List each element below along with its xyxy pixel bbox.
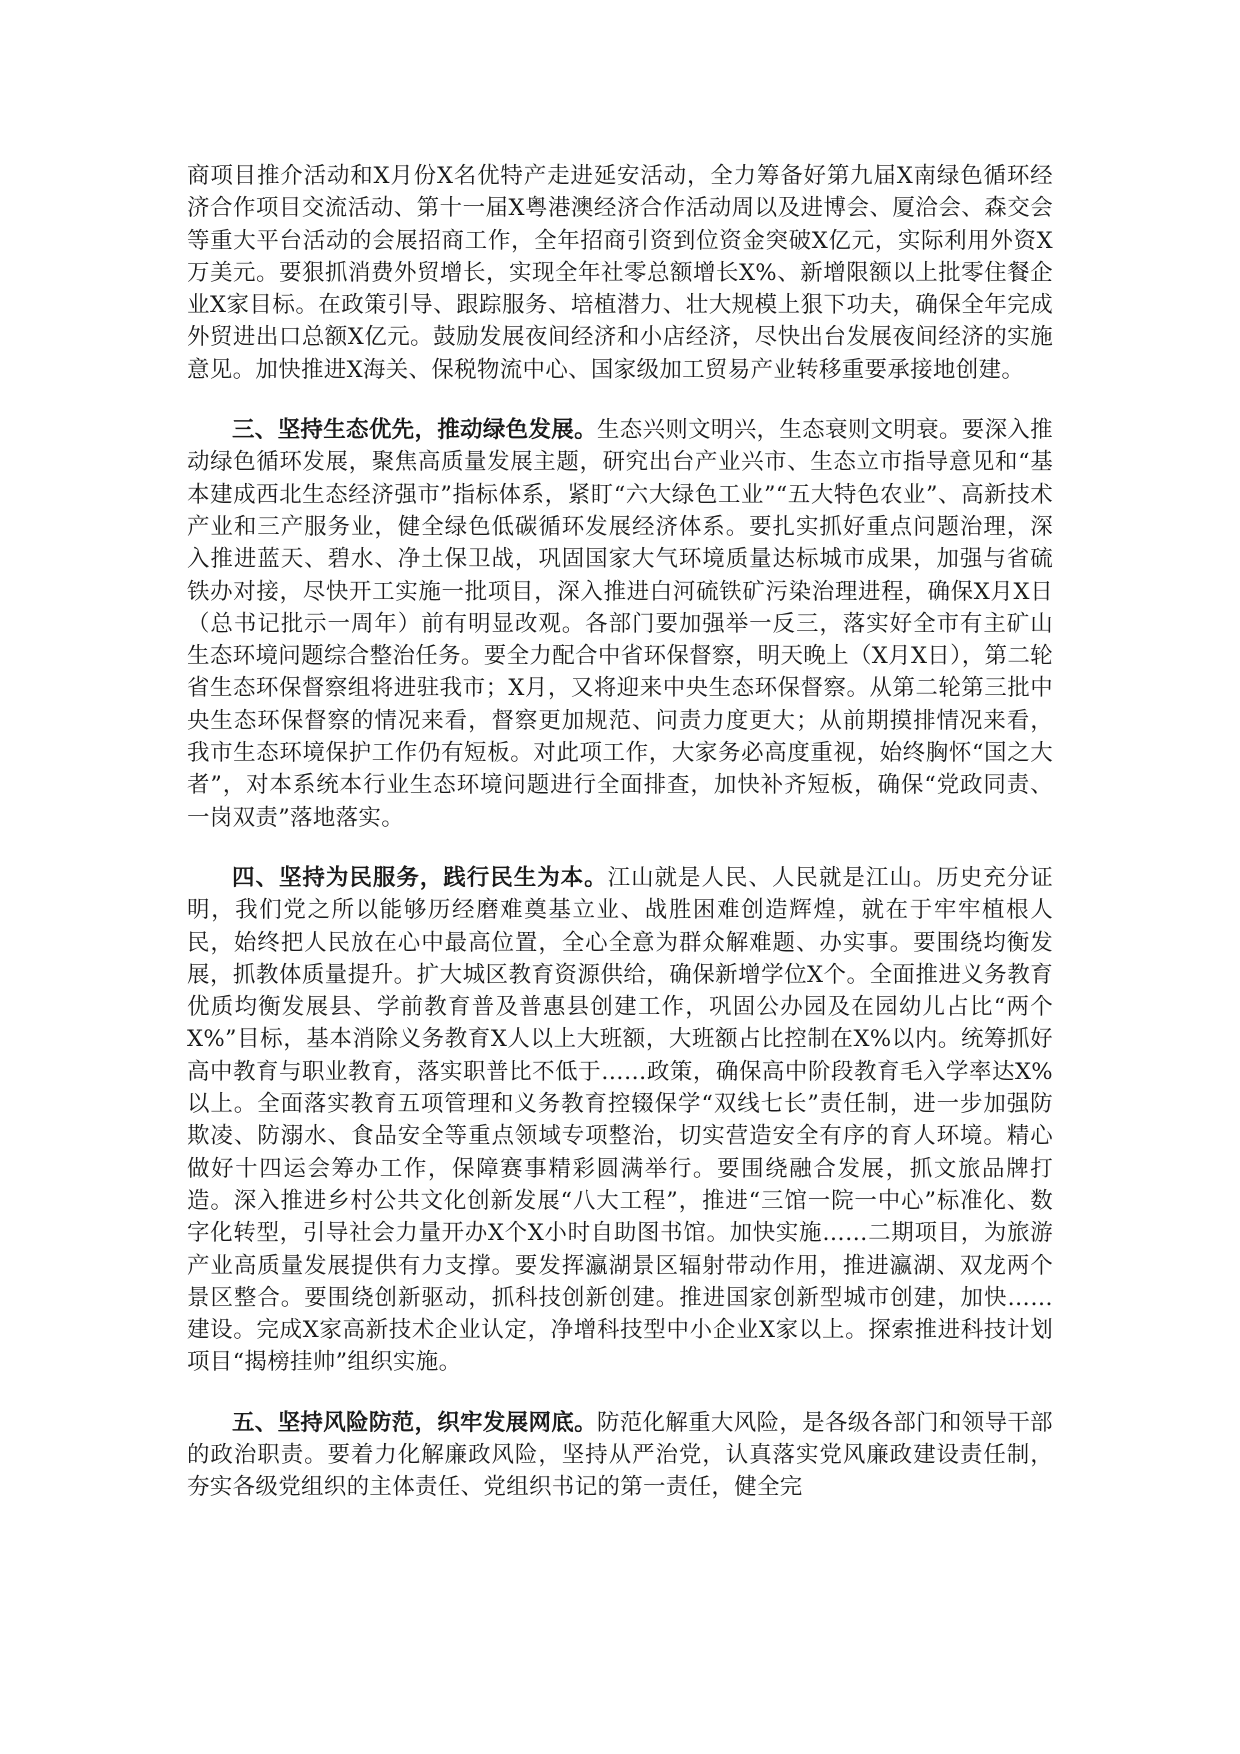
section-heading-5: 五、坚持风险防范，织牢发展网底。 <box>232 1409 597 1436</box>
paragraph-section-5 <box>187 1407 1053 1504</box>
paragraph-section-4 <box>187 862 1053 1379</box>
paragraph-body: 生态兴则文明兴，生态衰则文明衰。要深入推动绿色循环发展，聚焦高质量发展主题，研究出台产业兴市、生态立市指导意见和“基本建成西北生态经济强市”指标体系，紧盯“六大绿色工业”“五大特色农业”、高新技术产业和三产服务业，健全绿色低碳循环发展经济体系。要扎实抓好重点问题治理，深入推进蓝天、碧水、净土保卫战，巩固国家大气环境质量达标城市成果，加强与省硫铁办对接，尽快开工实施一批项目，深入推进白河硫铁矿污染治理进程，确保X月X日（总书记批示一周年）前有明显改观。各部门要加强举一反三，落实好全市有主矿山生态环境问题综合整治任务。要全力配合中省环保督察，明天晚上（X月X日），第二轮省生态环保督察组将进驻我市；X月，又将迎来中央生态环保督察。从第二轮第三批中央生态环保督察的情况来看，督察更加规范、问责力度更大；从前期摸排情况来看，我市生态环境保护工作仍有短板。对此项工作，大家务必高度重视，始终胸怀“国之大者”，对本系统本行业生态环境问题进行全面排查，加快补齐短板，确保“党政同责、一岗双责”落地落实。 <box>187 417 1053 831</box>
section-heading-3: 三、坚持生态优先，推动绿色发展。 <box>232 417 597 444</box>
paragraph-body: 防范化解重大风险，是各级各部门和领导干部的政治职责。要着力化解廉政风险，坚持从严治党，认真落实党风廉政建设责任制，夯实各级党组织的主体责任、党组织书记的第一责任，健全完 <box>187 1409 1053 1501</box>
document-page <box>187 160 1053 1504</box>
paragraph-body: 商项目推介活动和X月份X名优特产走进延安活动，全力筹备好第九届X南绿色循环经济合作项目交流活动、第十一届X粤港澳经济合作活动周以及进博会、厦洽会、森交会等重大平台活动的会展招商工作，全年招商引资到位资金突破X亿元，实际利用外资X万美元。要狠抓消费外贸增长，实现全年社零总额增长X%、新增限额以上批零住餐企业X家目标。在政策引导、跟踪服务、培植潜力、壮大规模上狠下功夫，确保全年完成外贸进出口总额X亿元。鼓励发展夜间经济和小店经济，尽快出台发展夜间经济的实施意见。加快推进X海关、保税物流中心、国家级加工贸易产业转移重要承接地创建。 <box>187 163 1053 383</box>
section-heading-4: 四、坚持为民服务，践行民生为本。 <box>232 864 608 891</box>
paragraph-continuation <box>187 160 1053 386</box>
paragraph-section-3 <box>187 414 1053 834</box>
paragraph-body: 江山就是人民、人民就是江山。历史充分证明，我们党之所以能够历经磨难奠基立业、战胜困难创造辉煌，就在于牢牢植根人民，始终把人民放在心中最高位置，全心全意为群众解难题、办实事。要围绕均衡发展，抓教体质量提升。扩大城区教育资源供给，确保新增学位X个。全面推进义务教育优质均衡发展县、学前教育普及普惠县创建工作，巩固公办园及在园幼儿占比“两个X%”目标，基本消除义务教育X人以上大班额，大班额占比控制在X%以内。统筹抓好高中教育与职业教育，落实职普比不低于……政策，确保高中阶段教育毛入学率达X%以上。全面落实教育五项管理和义务教育控辍保学“双线七长”责任制，进一步加强防欺凌、防溺水、食品安全等重点领域专项整治，切实营造安全有序的育人环境。精心做好十四运会筹办工作，保障赛事精彩圆满举行。要围绕融合发展，抓文旅品牌打造。深入推进乡村公共文化创新发展“八大工程”，推进“三馆一院一中心”标准化、数字化转型，引导社会力量开办X个X小时自助图书馆。加快实施……二期项目，为旅游产业高质量发展提供有力支撑。要发挥瀛湖景区辐射带动作用，推进瀛湖、双龙两个景区整合。要围绕创新驱动，抓科技创新创建。推进国家创新型城市创建，加快……建设。完成X家高新技术企业认定，净增科技型中小企业X家以上。探索推进科技计划项目“揭榜挂帅”组织实施。 <box>187 864 1053 1376</box>
